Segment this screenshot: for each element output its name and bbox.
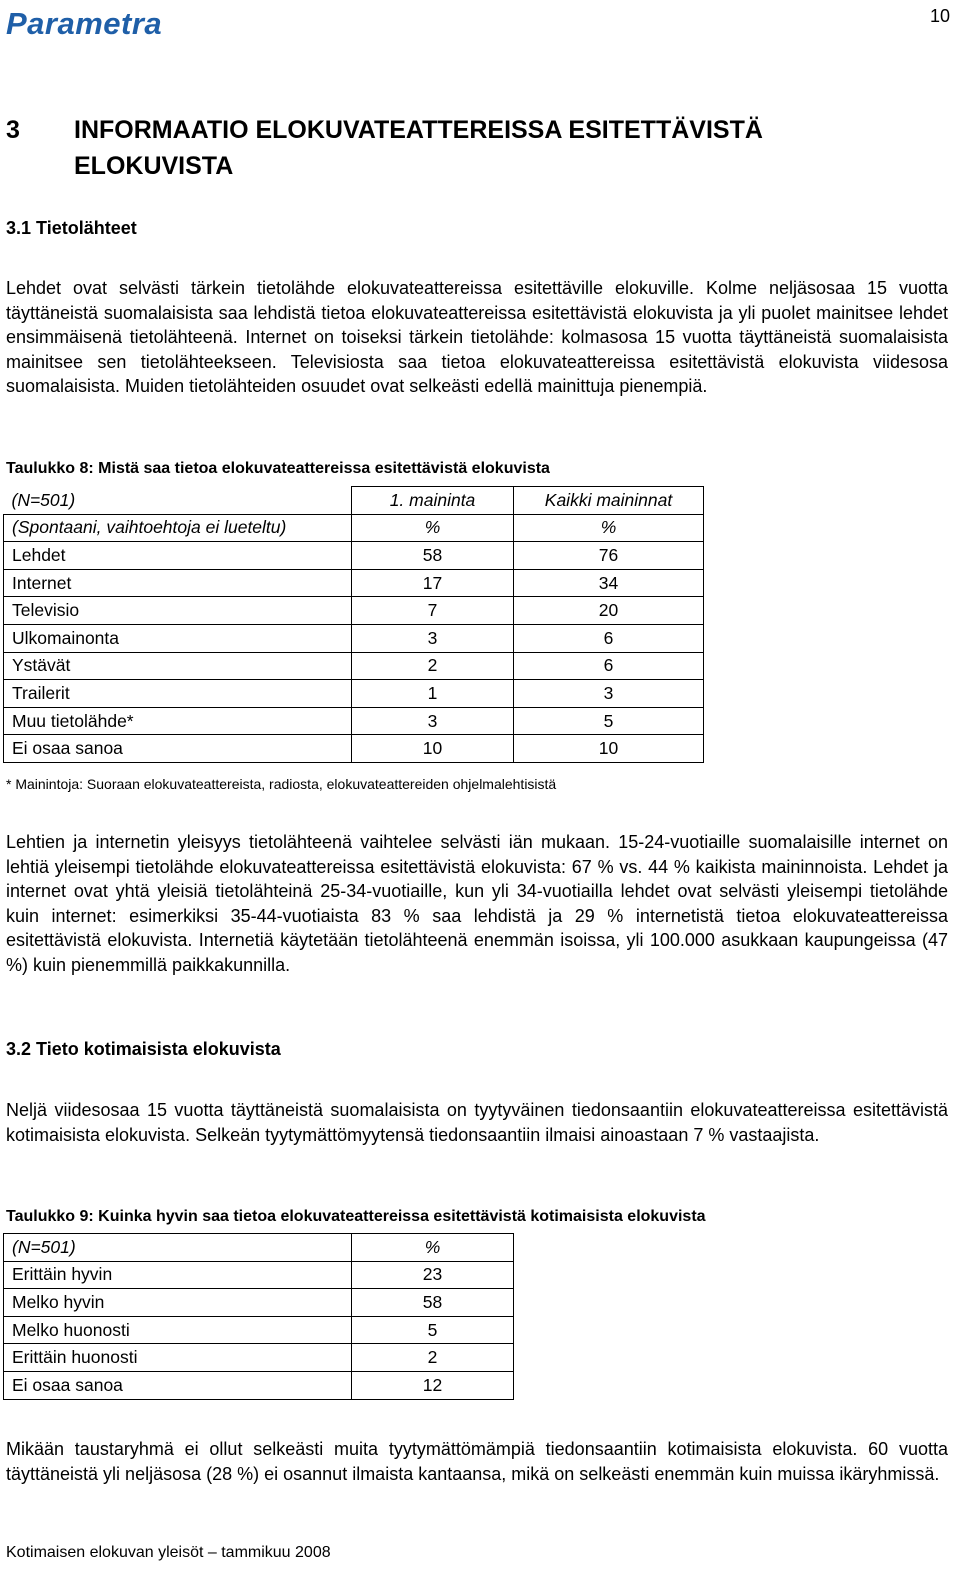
table-8-header-row-2: [4, 514, 704, 542]
table-cell-value: 7: [352, 597, 514, 625]
table-9-header-cell: %: [352, 1234, 514, 1262]
section-3-title-line1: INFORMAATIO ELOKUVATEATTEREISSA ESITETTÄVISTÄ: [74, 116, 763, 144]
table-cell-value: 76: [514, 542, 704, 570]
table-cell-label: Ulkomainonta: [4, 624, 352, 652]
table-row: [4, 569, 704, 597]
table-8-header-cell: 1. maininta: [352, 487, 514, 515]
table-cell-value: 5: [514, 707, 704, 735]
logo-text: Parametra: [6, 6, 163, 40]
table-9-header-row: [4, 1234, 514, 1262]
table-8-header-cell: (Spontaani, vaihtoehtoja ei lueteltu): [4, 514, 352, 542]
table-cell-value: 10: [514, 735, 704, 763]
parametra-logo: [6, 6, 166, 40]
table-8-header-row-1: [4, 487, 704, 515]
table-8-header-cell: %: [514, 514, 704, 542]
table-cell-value: 1: [352, 680, 514, 708]
table-cell-value: 23: [352, 1261, 514, 1289]
table-cell-value: 20: [514, 597, 704, 625]
table-cell-label: Erittäin hyvin: [4, 1261, 352, 1289]
table-cell-label: Lehdet: [4, 542, 352, 570]
table-row: [4, 652, 704, 680]
table-8-header-cell: Kaikki maininnat: [514, 487, 704, 515]
page-number: 10: [929, 6, 950, 26]
table-9-caption: Taulukko 9: Kuinka hyvin saa tietoa elokuvateattereissa esitettävistä kotimaisista elokuvista: [6, 1208, 706, 1225]
table-cell-value: 2: [352, 1344, 514, 1372]
table-cell-label: Ei osaa sanoa: [4, 735, 352, 763]
table-cell-label: Melko hyvin: [4, 1289, 352, 1317]
table-8-footnote: * Mainintoja: Suoraan elokuvateattereista, radiosta, elokuvateattereiden ohjelmalehtisistä: [6, 776, 557, 792]
table-cell-label: Erittäin huonosti: [4, 1344, 352, 1372]
table-cell-label: Ei osaa sanoa: [4, 1371, 352, 1399]
paragraph-background-groups: Mikään taustaryhmä ei ollut selkeästi muita tyytymättömämpiä tiedonsaantiin kotimaisista elokuvista. 60 vuotta täyttäneistä yli neljäsosa (28 %) ei osannut ilmaista kantaansa, mikä on selkeästi enemmän kuin muissa ikäryhmissä.: [6, 1439, 948, 1484]
table-8: [3, 486, 704, 763]
table-cell-value: 5: [352, 1316, 514, 1344]
section-3-number: 3: [6, 116, 20, 144]
table-row: [4, 1316, 514, 1344]
table-cell-label: Ystävät: [4, 652, 352, 680]
table-row: [4, 1371, 514, 1399]
table-cell-value: 34: [514, 569, 704, 597]
section-3-heading: [6, 112, 906, 184]
table-row: [4, 597, 704, 625]
section-3-1-paragraph: Lehdet ovat selvästi tärkein tietolähde elokuvateattereissa esitettäville elokuville. Kolme neljäsosaa 15 vuotta täyttäneistä suomalaisista saa lehdistä tietoa elokuvateattereissa esitettävistä elokuvista ja yli puolet mainitsee lehdet ensimmäisenä tietolähteenä. Internet on toiseksi tärkein tietolähde: kolmasosa 15 vuotta täyttäneistä suomalaisista mainitsee sen tietolähteekseen. Televisiosta saa tietoa elokuvateattereissa esitettävistä elokuvista viidesosa suomalaisista. Muiden tietolähteiden osuudet ovat selkeästi edellä mainittuja pienempiä.: [6, 278, 948, 396]
table-row: [4, 1261, 514, 1289]
table-cell-label: Trailerit: [4, 680, 352, 708]
table-cell-value: 58: [352, 1289, 514, 1317]
section-3-2-paragraph: Neljä viidesosaa 15 vuotta täyttäneistä suomalaisista on tyytyväinen tiedonsaantiin elokuvateattereissa esitettävistä kotimaisista elokuvista. Selkeän tyytymättömyytensä tiedonsaantiin ilmaisi ainoastaan 7 % vastaajista.: [6, 1100, 948, 1145]
page-footer: Kotimaisen elokuvan yleisöt – tammikuu 2008: [6, 1544, 331, 1561]
table-cell-value: 12: [352, 1371, 514, 1399]
paragraph-age-variation: Lehtien ja internetin yleisyys tietolähteenä vaihtelee selvästi iän mukaan. 15-24-vuotiaille suomalaisille internet on lehtiä yleisempi tietolähde elokuvateattereissa esitettävistä elokuvista: 67 % vs. 44 % kaikista maininnoista. Lehdet ja internet ovat yhtä yleisiä tietolähteinä 25-34-vuotiaille, kun yli 34-vuotiailla lehdet ovat selvästi yleisempi tietolähde kuin internet: esimerkiksi 35-44-vuotiaista 83 % saa lehdistä ja 29 % internetistä tietoa elokuvateattereissa esitettävistä elokuvista. Internetiä käytetään tietolähteenä enemmän isoissa, yli 100.000 asukkaan kaupungeissa (47 %) kuin pienemmillä paikkakunnilla.: [6, 832, 948, 975]
table-9: [3, 1233, 514, 1400]
table-cell-value: 6: [514, 652, 704, 680]
table-cell-label: Televisio: [4, 597, 352, 625]
table-cell-label: Muu tietolähde*: [4, 707, 352, 735]
table-cell-value: 17: [352, 569, 514, 597]
table-cell-value: 2: [352, 652, 514, 680]
table-cell-label: Internet: [4, 569, 352, 597]
table-row: [4, 542, 704, 570]
table-8-header-cell: (N=501): [4, 487, 352, 515]
table-cell-value: 3: [352, 707, 514, 735]
table-row: [4, 707, 704, 735]
table-row: [4, 680, 704, 708]
table-8-header-cell: %: [352, 514, 514, 542]
table-cell-value: 6: [514, 624, 704, 652]
table-row: [4, 1289, 514, 1317]
table-row: [4, 1344, 514, 1372]
table-cell-value: 3: [352, 624, 514, 652]
table-8-caption: Taulukko 8: Mistä saa tietoa elokuvateattereissa esitettävistä elokuvista: [6, 460, 550, 477]
section-3-2-heading: 3.2 Tieto kotimaisista elokuvista: [6, 1039, 281, 1059]
table-cell-value: 3: [514, 680, 704, 708]
section-3-1-heading: 3.1 Tietolähteet: [6, 218, 137, 238]
table-cell-label: Melko huonosti: [4, 1316, 352, 1344]
table-row: [4, 624, 704, 652]
table-row: [4, 735, 704, 763]
table-cell-value: 10: [352, 735, 514, 763]
table-cell-value: 58: [352, 542, 514, 570]
table-9-header-cell: (N=501): [4, 1234, 352, 1262]
section-3-title-line2: ELOKUVISTA: [74, 152, 234, 180]
